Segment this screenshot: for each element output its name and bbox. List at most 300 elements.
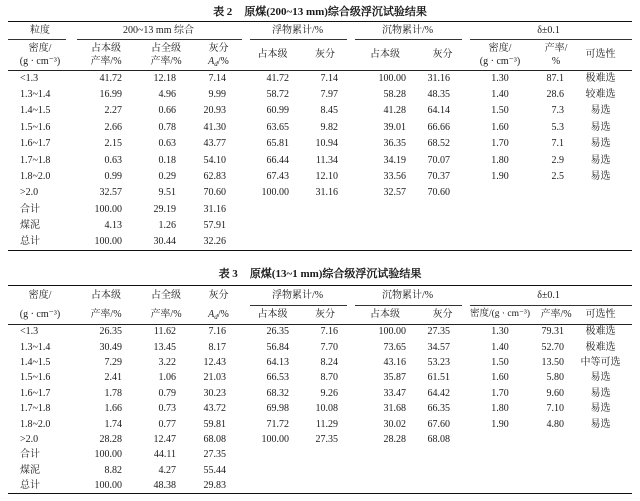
self-yield-header-line2: 产率/% bbox=[72, 306, 140, 325]
total-yield-cell: 9.51 bbox=[158, 187, 176, 199]
delta-density-cell bbox=[465, 432, 535, 447]
ash-cell: 55.44 bbox=[203, 464, 226, 476]
sink-cum-yield-cell: 33.56 bbox=[383, 171, 407, 183]
table-row bbox=[8, 218, 632, 234]
size-fraction-header: 粒度 bbox=[8, 22, 72, 40]
self-yield-cell: 100.00 bbox=[94, 203, 122, 215]
total-yield-cell: 30.44 bbox=[153, 236, 176, 248]
density-range-cell: 1.6~1.7 bbox=[20, 138, 51, 150]
sink-cum-ash-cell bbox=[420, 448, 465, 463]
ash-header-line2 bbox=[192, 306, 245, 325]
self-yield-header-line1: 占本级 bbox=[91, 42, 121, 54]
delta-density-cell: 1.50 bbox=[491, 105, 509, 117]
ash-cell: 43.77 bbox=[203, 138, 226, 150]
delta-density-cell: 1.40 bbox=[491, 89, 509, 101]
sink-cum-ash-cell: 68.52 bbox=[427, 138, 451, 150]
float-cum-ash-cell: 7.97 bbox=[320, 89, 339, 101]
delta-yield-cell: 2.9 bbox=[551, 154, 565, 166]
delta-density-header-line1: 密度/ bbox=[488, 42, 512, 54]
self-yield-cell: 100.00 bbox=[94, 449, 122, 461]
table-row bbox=[8, 386, 632, 401]
delta-density-cell: 1.50 bbox=[491, 356, 509, 368]
self-yield-cell: 30.49 bbox=[99, 341, 122, 353]
table-3-title: 原煤(13~1 mm)综合级浮沉试验结果 bbox=[249, 268, 422, 280]
table-row bbox=[8, 463, 632, 478]
sink-cum-ash-cell: 27.35 bbox=[427, 326, 451, 338]
delta-yield-cell bbox=[535, 432, 577, 447]
self-yield-cell: 1.74 bbox=[104, 418, 122, 430]
float-cum-yield-cell: 68.32 bbox=[266, 387, 289, 399]
sink-cum-ash-cell bbox=[420, 202, 465, 218]
sink-self-header: 占本级 bbox=[350, 306, 420, 325]
sink-cum-ash-cell bbox=[420, 478, 465, 493]
total-yield-cell: 29.19 bbox=[153, 203, 176, 215]
self-yield-cell: 7.29 bbox=[104, 356, 122, 368]
self-yield-cell: 1.66 bbox=[104, 403, 122, 415]
float-cum-ash-cell: 10.94 bbox=[315, 138, 339, 150]
density-range-cell: 1.7~1.8 bbox=[20, 154, 51, 166]
table-row bbox=[8, 355, 632, 370]
float-ash-header: 灰分 bbox=[300, 40, 350, 71]
delta-yield-header: 产率/% bbox=[535, 306, 577, 325]
float-cum-yield-cell bbox=[245, 478, 300, 493]
washability-cell bbox=[577, 185, 632, 201]
density-range-cell: 1.6~1.7 bbox=[20, 387, 51, 399]
delta-density-header bbox=[465, 40, 535, 71]
delta-yield-cell bbox=[535, 234, 577, 250]
washability-cell: 极难选 bbox=[585, 72, 616, 84]
sink-cum-ash-cell: 70.60 bbox=[427, 187, 451, 199]
ash-header bbox=[192, 40, 245, 71]
washability-cell bbox=[577, 218, 632, 234]
washability-cell: 极难选 bbox=[585, 341, 616, 353]
washability-cell: 较难选 bbox=[585, 89, 616, 101]
float-cumulative-header: 浮物累计/% bbox=[245, 286, 350, 306]
header-row-columns bbox=[8, 306, 632, 325]
washability-cell: 易选 bbox=[590, 387, 611, 399]
density-range-cell: 总计 bbox=[20, 479, 40, 491]
sink-cum-yield-cell: 100.00 bbox=[378, 72, 407, 84]
float-cum-yield-cell: 100.00 bbox=[261, 187, 289, 199]
washability-cell: 易选 bbox=[590, 403, 611, 415]
sink-cum-yield-cell bbox=[350, 234, 420, 250]
sink-cum-ash-cell: 66.35 bbox=[427, 403, 451, 415]
float-cum-ash-cell bbox=[300, 218, 350, 234]
ash-header-line1: 灰分 bbox=[208, 42, 229, 54]
density-range-cell: 总计 bbox=[20, 236, 40, 248]
table-2-label: 表 2 bbox=[213, 6, 233, 18]
self-yield-header-line1: 占本级 bbox=[91, 290, 121, 302]
self-yield-cell: 8.82 bbox=[104, 464, 122, 476]
delta-density-header-line2: (g · cm⁻³) bbox=[479, 55, 521, 67]
ash-header-line1: 灰分 bbox=[208, 290, 229, 302]
float-cum-ash-cell: 7.70 bbox=[320, 341, 339, 353]
total-yield-cell: 4.96 bbox=[158, 89, 176, 101]
washability-cell bbox=[577, 478, 632, 493]
float-cum-ash-cell: 7.14 bbox=[320, 72, 339, 84]
sink-cum-ash-cell: 34.57 bbox=[427, 341, 451, 353]
self-yield-header bbox=[72, 40, 140, 71]
sink-cumulative-header: 沉物累计/% bbox=[350, 22, 465, 40]
sink-cum-ash-cell: 64.42 bbox=[427, 387, 451, 399]
ash-cell: 8.17 bbox=[208, 341, 226, 353]
washability-cell bbox=[577, 463, 632, 478]
sink-cum-yield-cell: 39.01 bbox=[383, 121, 407, 133]
sink-cum-yield-cell: 31.68 bbox=[383, 403, 407, 415]
ash-cell: 12.43 bbox=[203, 356, 226, 368]
table-row bbox=[8, 432, 632, 447]
float-cum-ash-cell: 11.29 bbox=[315, 418, 339, 430]
washability-cell: 易选 bbox=[590, 418, 611, 430]
total-yield-header-line1: 占全级 bbox=[151, 42, 181, 54]
washability-cell: 易选 bbox=[590, 105, 611, 117]
delta-yield-cell: 87.1 bbox=[546, 72, 565, 84]
header-row-group bbox=[8, 286, 632, 306]
table-row bbox=[8, 401, 632, 416]
density-range-cell: 1.8~2.0 bbox=[20, 418, 51, 430]
float-cum-ash-cell: 11.34 bbox=[315, 154, 339, 166]
delta-density-cell: 1.30 bbox=[491, 326, 509, 338]
density-range-cell: <1.3 bbox=[20, 72, 39, 84]
density-header bbox=[8, 40, 72, 71]
self-yield-cell: 100.00 bbox=[94, 236, 122, 248]
delta-yield-header-line2: % bbox=[551, 55, 561, 67]
total-yield-cell: 0.73 bbox=[158, 403, 176, 415]
ash-cell: 62.83 bbox=[203, 171, 226, 183]
self-yield-cell: 32.57 bbox=[99, 187, 122, 199]
density-range-cell: 合计 bbox=[20, 449, 40, 461]
delta-yield-cell: 4.80 bbox=[546, 418, 565, 430]
delta-density-cell: 1.90 bbox=[491, 171, 509, 183]
float-cum-ash-cell: 10.08 bbox=[315, 403, 339, 415]
total-yield-cell: 13.45 bbox=[153, 341, 176, 353]
total-yield-header-line2: 产率/% bbox=[150, 55, 182, 67]
table-row bbox=[8, 185, 632, 201]
float-cum-ash-cell bbox=[300, 463, 350, 478]
delta-density-cell: 1.70 bbox=[491, 138, 509, 150]
table-row bbox=[8, 136, 632, 152]
float-ash-header: 灰分 bbox=[300, 306, 350, 325]
delta-yield-cell: 79.31 bbox=[541, 326, 565, 338]
table-row bbox=[8, 169, 632, 185]
table-row bbox=[8, 340, 632, 355]
ash-subscript: d bbox=[214, 59, 218, 68]
float-cum-yield-cell: 71.72 bbox=[266, 418, 289, 430]
delta-yield-cell bbox=[535, 218, 577, 234]
sink-cum-ash-cell: 70.07 bbox=[427, 154, 451, 166]
ash-cell: 29.83 bbox=[203, 479, 226, 491]
delta-yield-cell: 5.3 bbox=[551, 121, 565, 133]
delta-density-cell: 1.40 bbox=[491, 341, 509, 353]
table-row bbox=[8, 448, 632, 463]
float-cum-yield-cell: 64.13 bbox=[266, 356, 289, 368]
float-cum-yield-cell bbox=[245, 234, 300, 250]
total-yield-cell: 4.27 bbox=[158, 464, 176, 476]
float-cum-yield-cell: 69.98 bbox=[266, 403, 289, 415]
table-header bbox=[8, 286, 632, 325]
total-yield-cell: 1.06 bbox=[158, 372, 176, 384]
delta-yield-cell: 2.5 bbox=[551, 171, 565, 183]
table-row bbox=[8, 325, 632, 340]
sink-cum-yield-cell: 36.35 bbox=[383, 138, 407, 150]
density-range-cell: <1.3 bbox=[20, 326, 39, 338]
washability-cell bbox=[577, 448, 632, 463]
total-yield-cell: 44.11 bbox=[153, 449, 176, 461]
ash-cell: 32.26 bbox=[203, 236, 226, 248]
table-2-title: 原煤(200~13 mm)综合级浮沉试验结果 bbox=[244, 6, 427, 18]
self-yield-cell: 100.00 bbox=[94, 479, 122, 491]
sink-self-header: 占本级 bbox=[350, 40, 420, 71]
float-cum-yield-cell: 63.65 bbox=[266, 121, 289, 133]
float-cum-ash-cell: 9.26 bbox=[320, 387, 339, 399]
table-3-label: 表 3 bbox=[218, 268, 238, 280]
table-3-caption bbox=[0, 266, 640, 282]
density-header-line2: (g · cm⁻³) bbox=[19, 55, 61, 67]
total-yield-cell: 0.18 bbox=[158, 154, 176, 166]
total-yield-cell: 3.22 bbox=[158, 356, 176, 368]
sink-ash-header: 灰分 bbox=[420, 306, 465, 325]
float-cumulative-header: 浮物累计/% bbox=[245, 22, 350, 40]
ash-cell: 7.16 bbox=[208, 326, 226, 338]
ash-cell: 7.14 bbox=[208, 72, 226, 84]
float-cum-yield-cell: 65.81 bbox=[266, 138, 289, 150]
delta-density-cell: 1.90 bbox=[491, 418, 509, 430]
sink-cum-yield-cell: 34.19 bbox=[383, 154, 407, 166]
delta-density-cell: 1.60 bbox=[491, 121, 509, 133]
float-cum-yield-cell bbox=[245, 202, 300, 218]
density-range-cell: 1.5~1.6 bbox=[20, 121, 51, 133]
table-header bbox=[8, 22, 632, 71]
total-yield-cell: 0.29 bbox=[158, 171, 176, 183]
delta-density-cell: 1.80 bbox=[491, 403, 509, 415]
table-row bbox=[8, 202, 632, 218]
density-range-cell: 1.3~1.4 bbox=[20, 341, 51, 353]
self-yield-cell: 28.28 bbox=[99, 433, 122, 445]
float-cum-ash-cell bbox=[300, 234, 350, 250]
float-cum-yield-cell: 66.44 bbox=[266, 154, 289, 166]
sink-cum-yield-cell: 73.65 bbox=[383, 341, 407, 353]
float-cum-yield-cell: 67.43 bbox=[266, 171, 289, 183]
washability-cell: 易选 bbox=[590, 171, 611, 183]
float-cum-yield-cell: 60.99 bbox=[266, 105, 289, 117]
delta-density-cell bbox=[465, 218, 535, 234]
delta-density-cell bbox=[465, 448, 535, 463]
density-range-cell: 1.7~1.8 bbox=[20, 403, 51, 415]
self-yield-cell: 0.99 bbox=[104, 171, 122, 183]
sink-cum-ash-cell bbox=[420, 218, 465, 234]
total-yield-cell: 12.18 bbox=[153, 72, 176, 84]
total-yield-cell: 0.79 bbox=[158, 387, 176, 399]
self-yield-cell: 2.41 bbox=[104, 372, 122, 384]
washability-header: 可选性 bbox=[577, 306, 632, 325]
density-range-cell: 1.8~2.0 bbox=[20, 171, 51, 183]
density-range-cell: 1.5~1.6 bbox=[20, 372, 51, 384]
ash-cell: 30.23 bbox=[203, 387, 226, 399]
washability-cell bbox=[577, 234, 632, 250]
total-yield-cell: 0.63 bbox=[158, 138, 176, 150]
total-yield-cell: 48.38 bbox=[153, 479, 176, 491]
float-cum-yield-cell: 66.53 bbox=[266, 372, 289, 384]
delta-density-cell: 1.60 bbox=[491, 372, 509, 384]
float-cum-yield-cell bbox=[245, 463, 300, 478]
total-yield-cell: 1.26 bbox=[158, 220, 176, 232]
delta-yield-cell: 5.80 bbox=[546, 372, 565, 384]
sink-cum-yield-cell: 58.28 bbox=[383, 89, 407, 101]
delta-density-cell bbox=[465, 478, 535, 493]
self-yield-cell: 0.63 bbox=[104, 154, 122, 166]
float-cum-yield-cell: 41.72 bbox=[266, 72, 289, 84]
sink-cum-yield-cell: 35.87 bbox=[383, 372, 407, 384]
table-row bbox=[8, 234, 632, 250]
delta-yield-header-line1: 产率/ bbox=[544, 42, 568, 54]
washability-cell: 易选 bbox=[590, 138, 611, 150]
table-row bbox=[8, 103, 632, 119]
self-yield-cell: 16.99 bbox=[99, 89, 122, 101]
delta-yield-cell: 7.1 bbox=[551, 138, 565, 150]
delta-yield-cell: 52.70 bbox=[541, 341, 565, 353]
delta-group-header: δ±0.1 bbox=[465, 22, 632, 40]
float-cum-yield-cell: 100.00 bbox=[261, 433, 289, 445]
float-cum-ash-cell: 7.16 bbox=[320, 326, 339, 338]
density-header-line1: 密度/ bbox=[28, 290, 52, 302]
sink-cum-yield-cell bbox=[350, 218, 420, 234]
table-row bbox=[8, 417, 632, 432]
washability-cell: 易选 bbox=[590, 372, 611, 384]
sink-cum-yield-cell: 28.28 bbox=[383, 433, 407, 445]
sink-cum-ash-cell: 61.51 bbox=[427, 372, 451, 384]
washability-cell: 易选 bbox=[590, 121, 611, 133]
float-sink-table-13-1mm bbox=[8, 285, 632, 494]
self-yield-header-line2: 产率/% bbox=[90, 55, 122, 67]
sink-cum-ash-cell bbox=[420, 463, 465, 478]
total-yield-cell: 0.77 bbox=[158, 418, 176, 430]
float-cum-ash-cell: 8.45 bbox=[320, 105, 339, 117]
self-yield-cell: 41.72 bbox=[99, 72, 122, 84]
delta-density-cell: 1.70 bbox=[491, 387, 509, 399]
ash-unit: /% bbox=[217, 55, 229, 67]
sink-cum-yield-cell: 43.16 bbox=[383, 356, 407, 368]
delta-density-cell bbox=[465, 185, 535, 201]
delta-density-cell bbox=[465, 463, 535, 478]
delta-yield-cell: 9.60 bbox=[546, 387, 565, 399]
table-row bbox=[8, 120, 632, 136]
delta-density-header: 密度/(g · cm⁻³) bbox=[465, 306, 535, 325]
delta-yield-cell bbox=[535, 448, 577, 463]
total-yield-cell: 0.78 bbox=[158, 121, 176, 133]
washability-cell: 极难选 bbox=[585, 326, 616, 338]
sink-cum-yield-cell: 33.47 bbox=[383, 387, 407, 399]
header-row-columns bbox=[8, 40, 632, 71]
density-range-cell: 煤泥 bbox=[20, 220, 40, 232]
ash-symbol: A bbox=[208, 309, 215, 321]
float-cum-ash-cell: 9.82 bbox=[320, 121, 339, 133]
density-range-cell: >2.0 bbox=[20, 433, 39, 445]
table-row bbox=[8, 371, 632, 386]
total-yield-header-line1: 占全级 bbox=[151, 290, 181, 302]
self-yield-cell: 4.13 bbox=[104, 220, 122, 232]
sink-cum-yield-cell bbox=[350, 448, 420, 463]
density-header-line1: 密度/ bbox=[28, 42, 52, 54]
total-yield-cell: 12.47 bbox=[153, 433, 176, 445]
sink-cum-yield-cell: 30.02 bbox=[383, 418, 407, 430]
delta-yield-cell bbox=[535, 202, 577, 218]
float-cum-yield-cell bbox=[245, 448, 300, 463]
delta-yield-cell bbox=[535, 185, 577, 201]
delta-yield-cell: 7.10 bbox=[546, 403, 565, 415]
delta-yield-header bbox=[535, 40, 577, 71]
delta-density-cell bbox=[465, 234, 535, 250]
sink-cum-ash-cell: 67.60 bbox=[427, 418, 451, 430]
float-cum-yield-cell bbox=[245, 218, 300, 234]
density-range-cell: 1.4~1.5 bbox=[20, 105, 51, 117]
density-range-cell: 煤泥 bbox=[20, 464, 40, 476]
ash-cell: 54.10 bbox=[203, 154, 226, 166]
table-body bbox=[8, 71, 632, 251]
float-cum-ash-cell bbox=[300, 202, 350, 218]
table-row bbox=[8, 87, 632, 103]
float-cum-ash-cell: 8.24 bbox=[320, 356, 339, 368]
sink-cum-yield-cell bbox=[350, 202, 420, 218]
ash-cell: 21.03 bbox=[203, 372, 226, 384]
sink-cum-yield-cell bbox=[350, 463, 420, 478]
self-yield-cell: 2.15 bbox=[104, 138, 122, 150]
density-header-line2: (g · cm⁻³) bbox=[8, 306, 72, 325]
washability-cell bbox=[577, 432, 632, 447]
ash-cell: 31.16 bbox=[203, 203, 226, 215]
sink-cum-yield-cell: 100.00 bbox=[378, 326, 407, 338]
density-range-cell: 合计 bbox=[20, 203, 40, 215]
self-yield-cell: 1.78 bbox=[104, 387, 122, 399]
table-row bbox=[8, 71, 632, 87]
delta-density-cell bbox=[465, 202, 535, 218]
delta-yield-cell bbox=[535, 478, 577, 493]
ash-cell: 43.72 bbox=[203, 403, 226, 415]
self-yield-cell: 2.27 bbox=[104, 105, 122, 117]
float-cum-ash-cell: 8.70 bbox=[320, 372, 339, 384]
sink-cum-ash-cell: 48.35 bbox=[427, 89, 451, 101]
self-yield-cell: 2.66 bbox=[104, 121, 122, 133]
delta-yield-cell: 28.6 bbox=[546, 89, 565, 101]
sink-ash-header: 灰分 bbox=[420, 40, 465, 71]
float-cum-ash-cell: 12.10 bbox=[315, 171, 339, 183]
ash-cell: 57.91 bbox=[203, 220, 226, 232]
sink-cum-ash-cell: 31.16 bbox=[427, 72, 451, 84]
table-row bbox=[8, 478, 632, 493]
ash-cell: 68.08 bbox=[203, 433, 226, 445]
float-cum-ash-cell: 27.35 bbox=[315, 433, 339, 445]
float-cum-ash-cell bbox=[300, 478, 350, 493]
ash-cell: 20.93 bbox=[203, 105, 226, 117]
self-yield-cell: 26.35 bbox=[99, 326, 122, 338]
size-group-header: 200~13 mm 综合 bbox=[72, 22, 245, 40]
header-row-group bbox=[8, 22, 632, 40]
float-sink-table-200-13mm bbox=[8, 21, 632, 251]
ash-unit: /% bbox=[217, 309, 229, 321]
sink-cum-ash-cell: 68.08 bbox=[427, 433, 451, 445]
delta-yield-cell: 13.50 bbox=[541, 356, 565, 368]
ash-cell: 70.60 bbox=[203, 187, 226, 199]
float-cum-yield-cell: 56.84 bbox=[266, 341, 289, 353]
sink-cum-yield-cell: 32.57 bbox=[383, 187, 407, 199]
washability-cell bbox=[577, 202, 632, 218]
table-row bbox=[8, 152, 632, 168]
ash-cell: 9.99 bbox=[208, 89, 226, 101]
float-self-header: 占本级 bbox=[245, 40, 300, 71]
float-cum-yield-cell: 58.72 bbox=[266, 89, 289, 101]
washability-header: 可选性 bbox=[577, 40, 632, 71]
float-cum-yield-cell: 26.35 bbox=[266, 326, 289, 338]
delta-density-cell: 1.30 bbox=[491, 72, 509, 84]
